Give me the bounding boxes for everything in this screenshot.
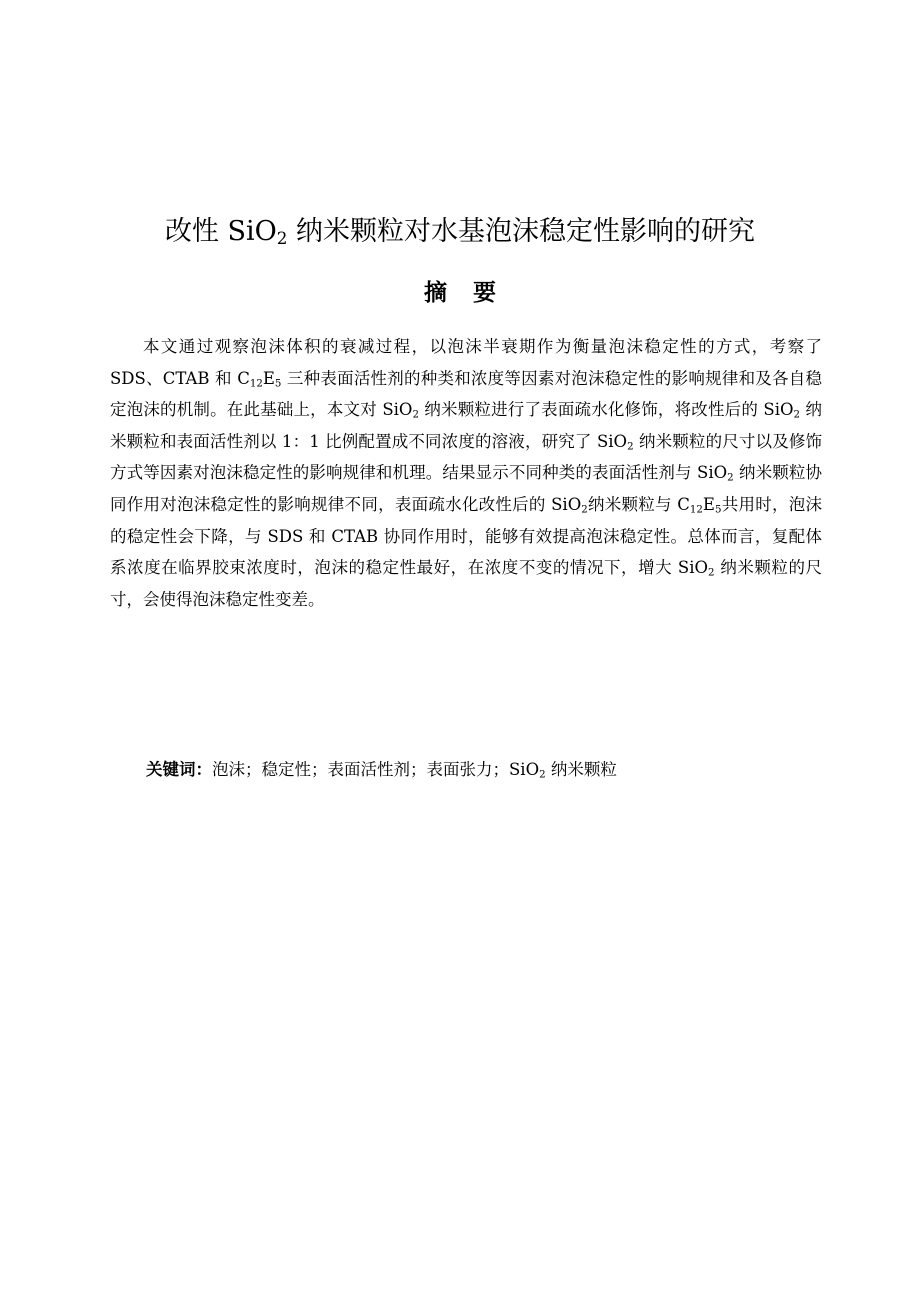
abstract-text-segment: 纳米颗粒和表面活性剂以 1：1 比例配置成不同浓度的溶液，研究了 SiO	[110, 400, 822, 451]
title-text-post: 纳米颗粒对水基泡沫稳定性影响的研究	[287, 216, 756, 247]
abstract-text-segment: 纳米颗粒的尺寸以及修饰方式等因素对泡沫稳定性的影响规律和机理。结果显示不同种类的表面活性剂与 SiO	[110, 431, 822, 483]
abstract-paragraph	[110, 331, 822, 615]
abstract-text-segment: 纳米颗粒协同作用对泡沫稳定性的影响规律不同，表面疏水化改性后的 SiO	[110, 463, 822, 514]
abstract-subscript: 2	[793, 409, 801, 421]
abstract-subscript: 12	[249, 378, 263, 390]
abstract-heading-left: 摘	[424, 280, 447, 306]
keywords-subscript: 2	[539, 769, 546, 781]
title-subscript: 2	[276, 228, 288, 249]
abstract-subscript: 5	[714, 504, 722, 516]
abstract-text-segment: 共用时，泡沫的稳定性会下降，与 SDS 和 CTAB 协同作用时，能够有效提高泡沫稳定性。总体而言，复配体系浓度在临界胶束浓度时，泡沫的稳定性最好，在浓度不变的情况下，增大 SiO	[110, 494, 822, 578]
paper-title	[0, 212, 920, 252]
keywords-label: 关键词：	[146, 760, 212, 779]
abstract-heading	[0, 276, 920, 310]
abstract-subscript: 12	[689, 504, 703, 516]
abstract-subscript: 2	[412, 409, 419, 421]
abstract-text-segment: 纳米颗粒与 C	[587, 494, 690, 514]
abstract-text-segment: 纳米颗粒的尺寸，会使得泡沫稳定性变差。	[110, 558, 822, 609]
abstract-text-segment: E	[262, 368, 275, 388]
abstract-heading-right: 要	[473, 280, 496, 306]
abstract-text-segment: 本文通过观察泡沫体积的衰减过程，以泡沫半衰期作为衡量泡沫稳定性的方式，考察了 SDS、CTAB 和 C	[110, 337, 822, 388]
abstract-subscript: 2	[708, 567, 715, 579]
abstract-subscript: 2	[627, 441, 634, 453]
abstract-text-segment: E	[702, 494, 715, 514]
keywords-text-post: 纳米颗粒	[545, 760, 617, 779]
keywords-line	[146, 755, 617, 785]
keywords-text-pre: 泡沫；稳定性；表面活性剂；表面张力；SiO	[212, 760, 540, 779]
abstract-text-segment: 纳米颗粒进行了表面疏水化修饰，将改性后的 SiO	[418, 400, 794, 420]
abstract-subscript: 5	[274, 378, 282, 390]
abstract-subscript: 2	[581, 504, 588, 516]
abstract-body	[110, 331, 822, 615]
title-text-pre: 改性 SiO	[164, 216, 277, 247]
abstract-text-segment: 三种表面活性剂的种类和浓度等因素对泡沫稳定性的影响规律和及各自稳定泡沫的机制。在此基础上，本文对 SiO	[110, 368, 822, 420]
abstract-subscript: 2	[727, 472, 734, 484]
